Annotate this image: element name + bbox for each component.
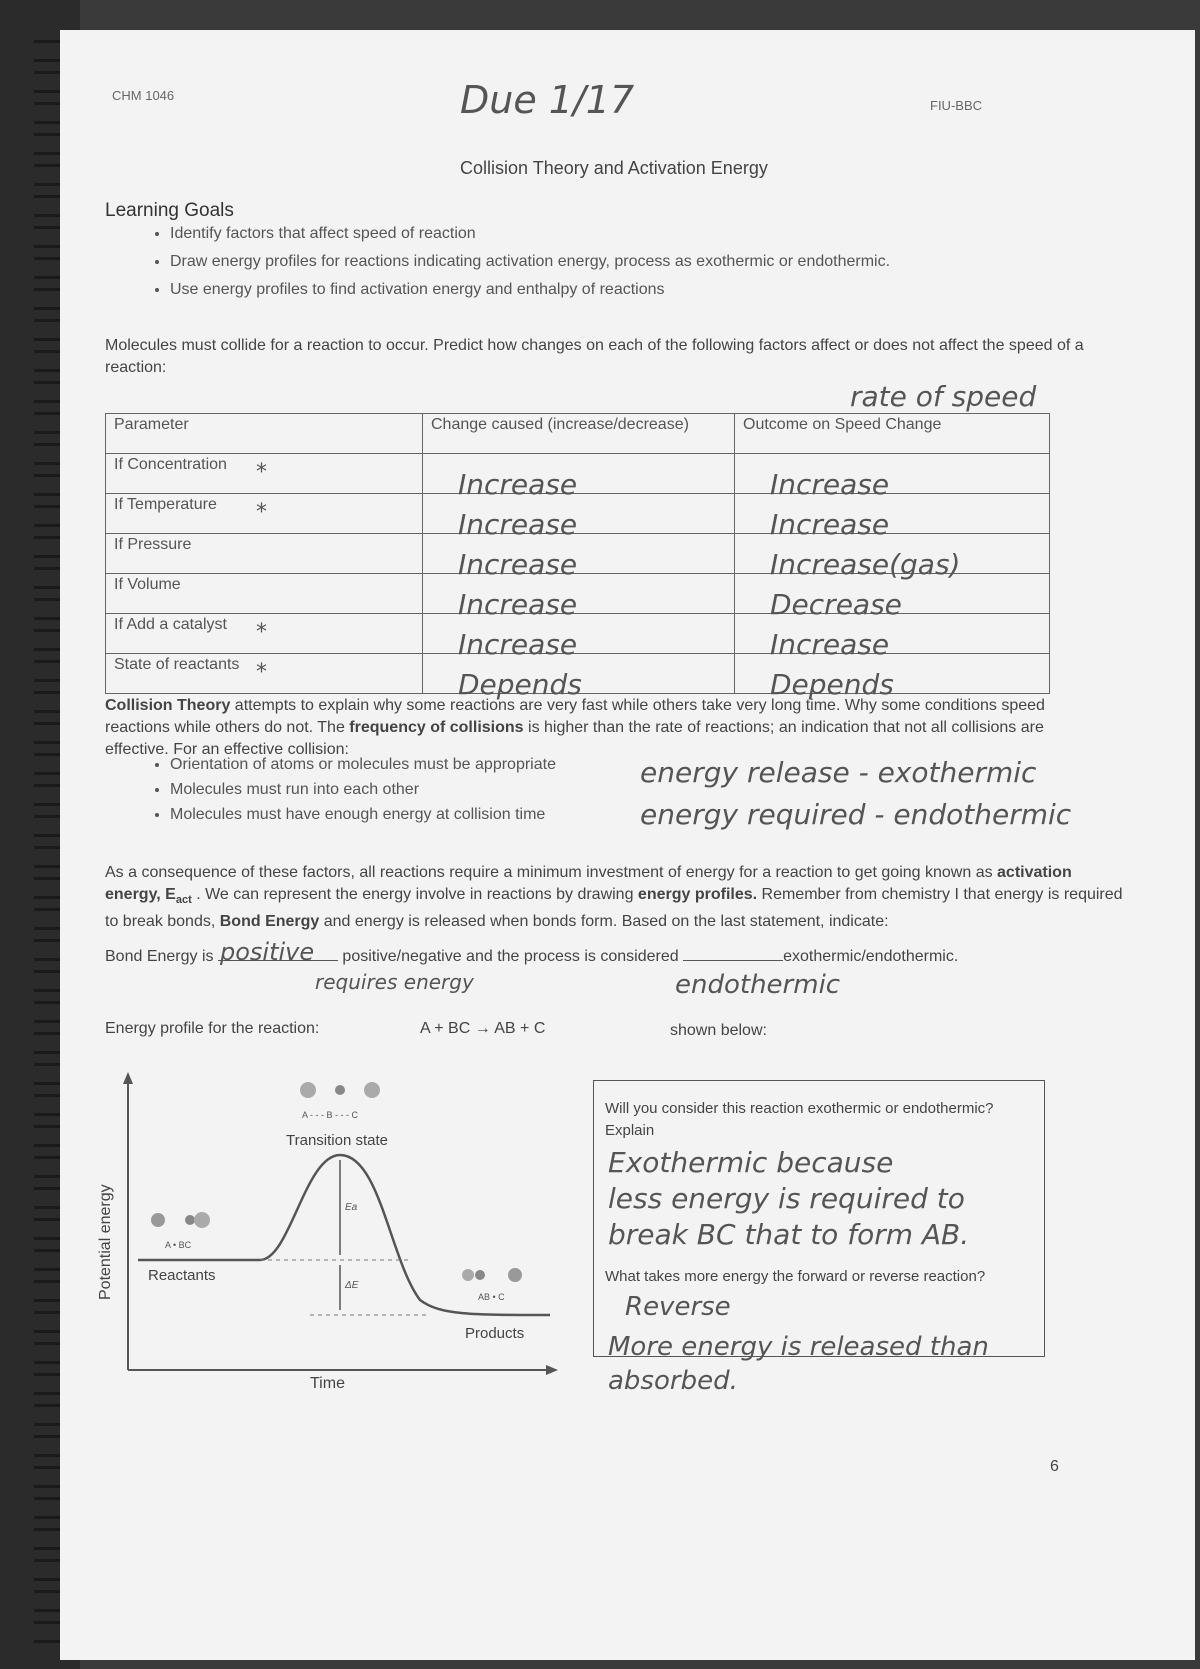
star-mark: * bbox=[256, 460, 267, 485]
y-axis-arrow bbox=[123, 1072, 133, 1084]
due-note: Due 1/17 bbox=[460, 78, 635, 122]
product-species: AB • C bbox=[478, 1292, 505, 1302]
star-mark: * bbox=[256, 500, 267, 525]
star-mark: * bbox=[256, 660, 267, 685]
bond-energy-line: Bond Energy is positive/negative and the process is considered exothermic/endothermic. bbox=[105, 948, 959, 965]
param-cell: If Temperature * bbox=[106, 494, 423, 534]
goal-item: • Use energy profiles to find activation energy and enthalpy of reactions bbox=[170, 276, 970, 304]
change-cell: Increase bbox=[423, 454, 735, 494]
change-cell: Increase bbox=[423, 614, 735, 654]
effective-collision-list bbox=[140, 752, 556, 827]
factors-table bbox=[105, 413, 1050, 701]
outcome-cell: Increase(gas) bbox=[735, 534, 1050, 574]
table-row bbox=[106, 454, 1050, 494]
x-axis-arrow bbox=[546, 1365, 558, 1375]
header-parameter: Parameter bbox=[106, 414, 423, 454]
page-title: Collision Theory and Activation Energy bbox=[460, 158, 768, 178]
change-cell: Increase bbox=[423, 534, 735, 574]
y-axis-label: Potential energy bbox=[97, 1184, 114, 1300]
outcome-cell: Increase bbox=[735, 454, 1050, 494]
outcome-cell: Decrease bbox=[735, 574, 1050, 614]
abc-label: A - - - B - - - C bbox=[302, 1110, 358, 1120]
handwritten-energy-notes bbox=[640, 752, 1071, 836]
energy-profile-diagram bbox=[90, 1070, 570, 1400]
bond-answer: positive bbox=[220, 938, 315, 966]
header-outcome: Outcome on Speed Change bbox=[735, 414, 1050, 454]
de-label: ΔE bbox=[345, 1280, 359, 1291]
note-endothermic: energy required - endothermic bbox=[640, 798, 1072, 831]
school-label: FIU-BBC bbox=[930, 98, 982, 113]
answer-2: Reverse bbox=[625, 1292, 731, 1322]
note-exothermic: energy release - exothermic bbox=[640, 756, 1037, 789]
table-row bbox=[106, 574, 1050, 614]
worksheet-page bbox=[60, 30, 1195, 1660]
atom-a bbox=[151, 1213, 165, 1227]
page-number: 6 bbox=[1050, 1458, 1059, 1475]
transition-label: Transition state bbox=[286, 1132, 388, 1149]
param-cell: State of reactants * bbox=[106, 654, 423, 694]
table-row bbox=[106, 614, 1050, 654]
course-code: CHM 1046 bbox=[112, 88, 175, 103]
rate-note: rate of speed bbox=[850, 380, 1037, 413]
outcome-cell: Depends bbox=[735, 654, 1050, 694]
energy-curve bbox=[138, 1155, 550, 1315]
answer-1: Exothermic because less energy is required to break BC that to form AB. bbox=[608, 1146, 970, 1251]
change-cell: Increase bbox=[423, 494, 735, 534]
x-axis-label: Time bbox=[310, 1375, 345, 1392]
table-row bbox=[106, 654, 1050, 694]
shown-below: shown below: bbox=[670, 1022, 767, 1039]
products-label: Products bbox=[465, 1325, 525, 1342]
list-item: • Molecules must have enough energy at collision time bbox=[170, 802, 556, 827]
process-answer: endothermic bbox=[675, 970, 841, 1000]
ea-label: Ea bbox=[345, 1202, 358, 1213]
table-row bbox=[106, 534, 1050, 574]
star-mark: * bbox=[256, 620, 267, 645]
param-cell: If Add a catalyst * bbox=[106, 614, 423, 654]
collision-theory-text: Collision Theory attempts to explain why some reactions are very fast while others take very long time. Why some conditions speed reactions while others do not. The frequency of collisions is higher than the rate of reactions; an indication that not all collisions are effective. For an effective collision: bbox=[105, 697, 1045, 758]
consequence-text: As a consequence of these factors, all reactions require a minimum investment of energy for a reaction to get going known as activation energy, $E_{act}$ . We can represent the energy involve in reactions by drawing energy profiles. Remember from chemistry I that energy is required to break bonds, Bond Energy and energy is released when bonds form. Based on the last statement, indicate: bbox=[105, 864, 1123, 931]
change-cell: Depends bbox=[423, 654, 735, 694]
learning-goals-heading: Learning Goals bbox=[105, 200, 234, 221]
list-item: • Orientation of atoms or molecules must be appropriate bbox=[170, 752, 556, 777]
intro-text: Molecules must collide for a reaction to occur. Predict how changes on each of the following factors affect or does not affect the speed of a reaction: bbox=[105, 337, 1084, 376]
bond-note: requires energy bbox=[315, 970, 474, 994]
table-row bbox=[106, 494, 1050, 534]
param-cell: If Concentration * bbox=[106, 454, 423, 494]
question-2: What takes more energy the forward or reverse reaction? bbox=[605, 1268, 986, 1285]
reactant-species: A • BC bbox=[165, 1240, 192, 1250]
goal-item: • Draw energy profiles for reactions indicating activation energy, process as exothermic or endothermic. bbox=[170, 248, 970, 276]
goal-item: • Identify factors that affect speed of reaction bbox=[170, 220, 970, 248]
reaction-equation: A + BC → AB + C bbox=[420, 1020, 546, 1037]
param-cell: If Volume bbox=[106, 574, 423, 614]
learning-goals-list bbox=[140, 220, 970, 304]
change-cell: Increase bbox=[423, 574, 735, 614]
table-header-row bbox=[106, 414, 1050, 454]
header-change: Change caused (increase/decrease) bbox=[423, 414, 735, 454]
list-item: • Molecules must run into each other bbox=[170, 777, 556, 802]
profile-label: Energy profile for the reaction: bbox=[105, 1020, 320, 1037]
reactants-label: Reactants bbox=[148, 1267, 216, 1284]
outcome-cell: Increase bbox=[735, 494, 1050, 534]
question-1: Will you consider this reaction exothermic or endothermic? Explain bbox=[605, 1100, 994, 1139]
answer-3: More energy is released than absorbed. bbox=[608, 1332, 989, 1396]
outcome-cell: Increase bbox=[735, 614, 1050, 654]
param-cell: If Pressure bbox=[106, 534, 423, 574]
